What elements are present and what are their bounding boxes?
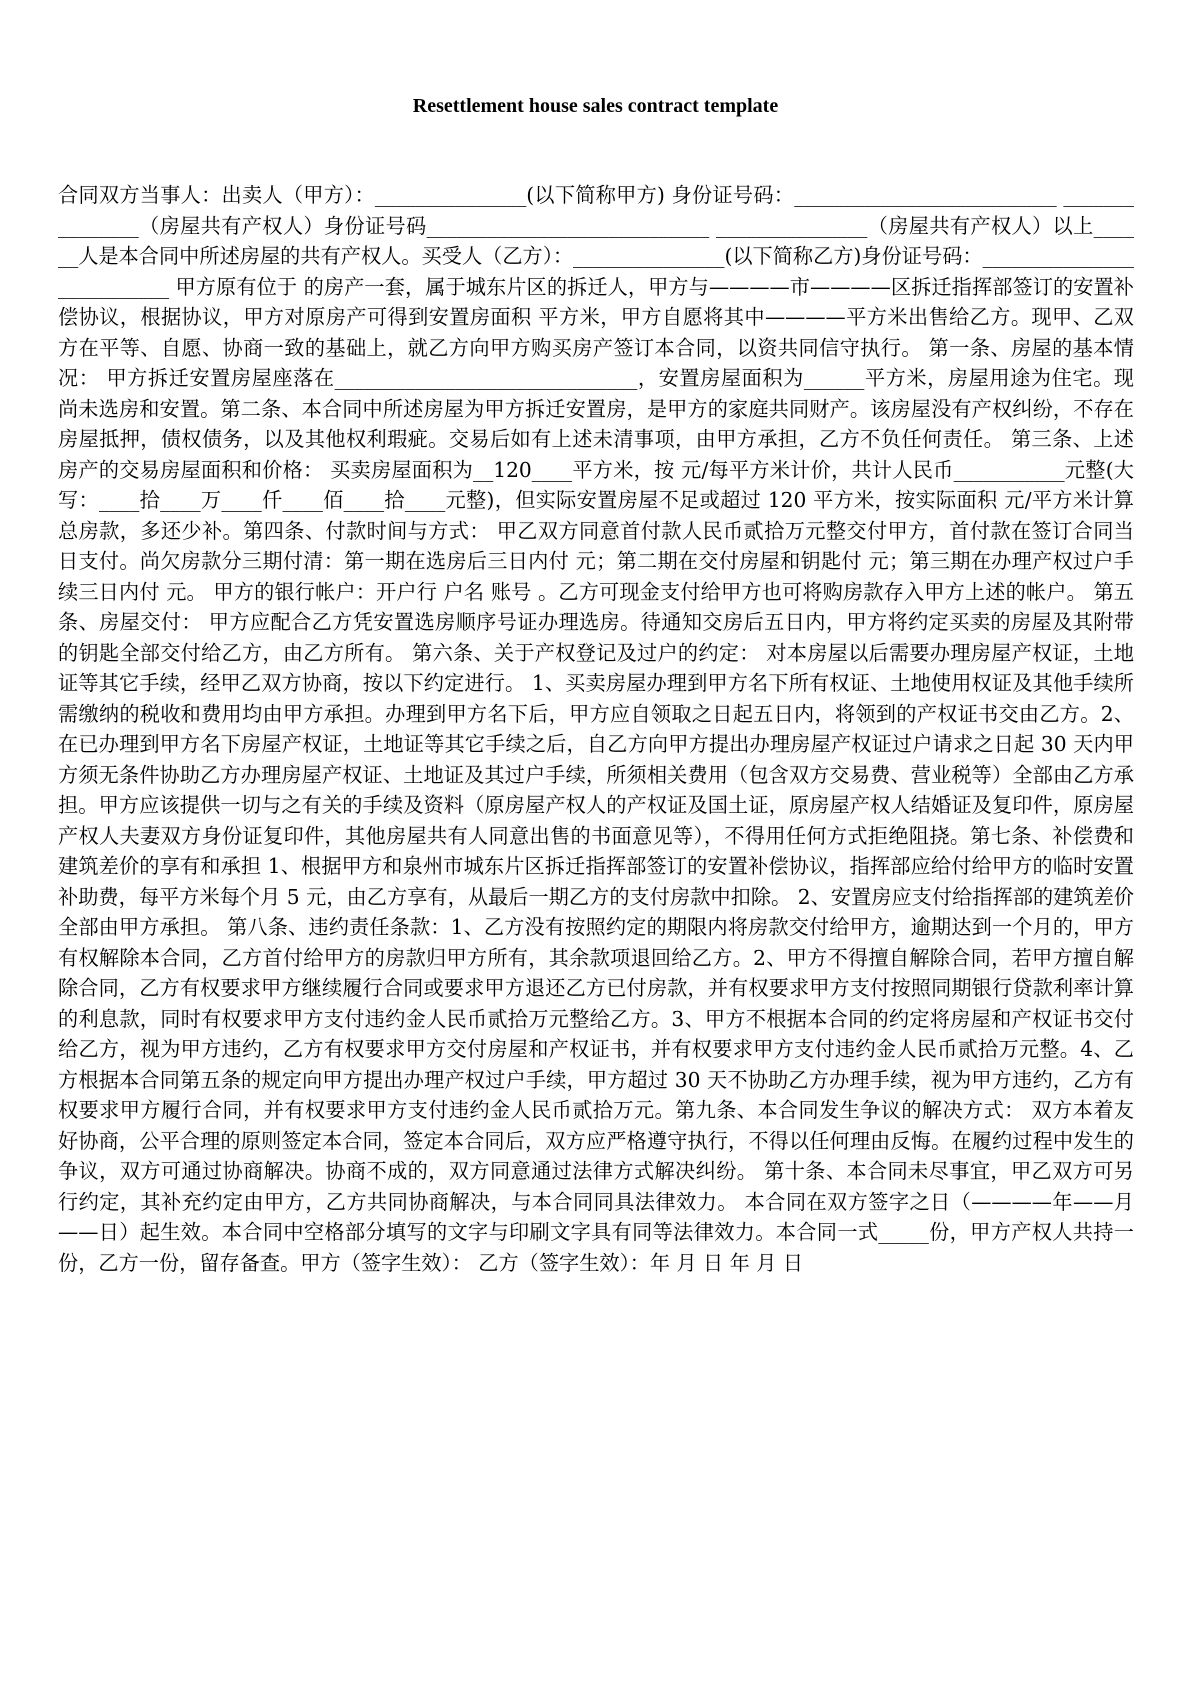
document-title: Resettlement house sales contract template xyxy=(412,95,779,117)
contract-body: 合同双方当事人：出卖人（甲方）：_______________(以下简称甲方) 身份证号码：__________________________ _______________（房屋共有产权人）身份证号码____________________________ _______________（房屋共有产权人）以上______人是本合同中所述房屋的共有产权人。买受人（乙方）：_______________(以下简称乙方)身份证号码：__________________________ 甲方原有位于 的房产一套，属于城东片区的拆迁人，甲方与————市————区拆迁指挥部签订的安置补偿协议，根据协议，甲方对原房产可得到安置房面积 平方米，甲方自愿将其中————平方米出售给乙方。现甲、乙双方在平等、自愿、协商一致的基础上，就乙方向甲方购买房产签订本合同，以资共同信守执行。 第一条、房屋的基本情况： 甲方拆迁安置房屋座落在______________________________，安置房屋面积为______平方米，房屋用途为住宅。现尚未选房和安置。第二条、本合同中所述房屋为甲方拆迁安置房，是甲方的家庭共同财产。该房屋没有产权纠纷，不存在房屋抵押，债权债务，以及其他权利瑕疵。交易后如有上述未清事项，由甲方承担，乙方不负任何责任。 第三条、上述房产的交易房屋面积和价格： 买卖房屋面积为__120____平方米，按 元/每平方米计价，共计人民币___________元整(大写：____拾____万____仟____佰____拾____元整)，但实际安置房屋不足或超过 120 平方米，按实际面积 元/平方米计算总房款，多还少补。第四条、付款时间与方式： 甲乙双方同意首付款人民币贰拾万元整交付甲方，首付款在签订合同当日支付。尚欠房款分三期付清：第一期在选房后三日内付 元；第二期在交付房屋和钥匙付 元；第三期在办理产权过户手续三日内付 元。 甲方的银行帐户：开户行 户名 账号 。乙方可现金支付给甲方也可将购房款存入甲方上述的帐户。 第五条、房屋交付： 甲方应配合乙方凭安置选房顺序号证办理选房。待通知交房后五日内，甲方将约定买卖的房屋及其附带的钥匙全部交付给乙方，由乙方所有。 第六条、关于产权登记及过户的约定： 对本房屋以后需要办理房屋产权证，土地证等其它手续，经甲乙双方协商，按以下约定进行。 1、买卖房屋办理到甲方名下所有权证、土地使用权证及其他手续所需缴纳的税收和费用均由甲方承担。办理到甲方名下后，甲方应自领取之日起五日内，将领到的产权证书交由乙方。2、在已办理到甲方名下房屋产权证，土地证等其它手续之后，自乙方向甲方提出办理房屋产权证过户请求之日起 30 天内甲方须无条件协助乙方办理房屋产权证、土地证及其过户手续，所须相关费用（包含双方交易费、营业税等）全部由乙方承担。甲方应该提供一切与之有关的手续及资料（原房屋产权人的产权证及国土证，原房屋产权人结婚证及复印件，原房屋产权人夫妻双方身份证复印件，其他房屋共有人同意出售的书面意见等），不得用任何方式拒绝阻挠。第七条、补偿费和建筑差价的享有和承担 1、根据甲方和泉州市城东片区拆迁指挥部签订的安置补偿协议，指挥部应给付给甲方的临时安置补助费，每平方米每个月 5 元，由乙方享有，从最后一期乙方的支付房款中扣除。 2、安置房应支付给指挥部的建筑差价全部由甲方承担。 第八条、违约责任条款：1、乙方没有按照约定的期限内将房款交付给甲方，逾期达到一个月的，甲方有权解除本合同，乙方首付给甲方的房款归甲方所有，其余款项退回给乙方。2、甲方不得擅自解除合同，若甲方擅自解除合同，乙方有权要求甲方继续履行合同或要求甲方退还乙方已付房款，并有权要求甲方支付按照同期银行贷款利率计算的利息款，同时有权要求甲方支付违约金人民币贰拾万元整给乙方。3、甲方不根据本合同的约定将房屋和产权证书交付给乙方，视为甲方违约，乙方有权要求甲方交付房屋和产权证书，并有权要求甲方支付违约金人民币贰拾万元整。4、乙方根据本合同第五条的规定向甲方提出办理产权过户手续，甲方超过 30 天不协助乙方办理手续，视为甲方违约，乙方有权要求甲方履行合同，并有权要求甲方支付违约金人民币贰拾万元。第九条、本合同发生争议的解决方式： 双方本着友好协商，公平合理的原则签定本合同，签定本合同后，双方应严格遵守执行，不得以任何理由反悔。在履约过程中发生的争议，双方可通过协商解决。协商不成的，双方同意通过法律方式解决纠纷。 第十条、本合同未尽事宜，甲乙双方可另行约定，其补充约定由甲方，乙方共同协商解决，与本合同同具法律效力。 本合同在双方签字之日（————年——月——日）起生效。本合同中空格部分填写的文字与印刷文字具有同等法律效力。本合同一式_____份，甲方产权人共持一份，乙方一份，留存备查。甲方（签字生效）： 乙方（签字生效）：年 月 日 年 月 日 xyxy=(58,183,1134,1275)
